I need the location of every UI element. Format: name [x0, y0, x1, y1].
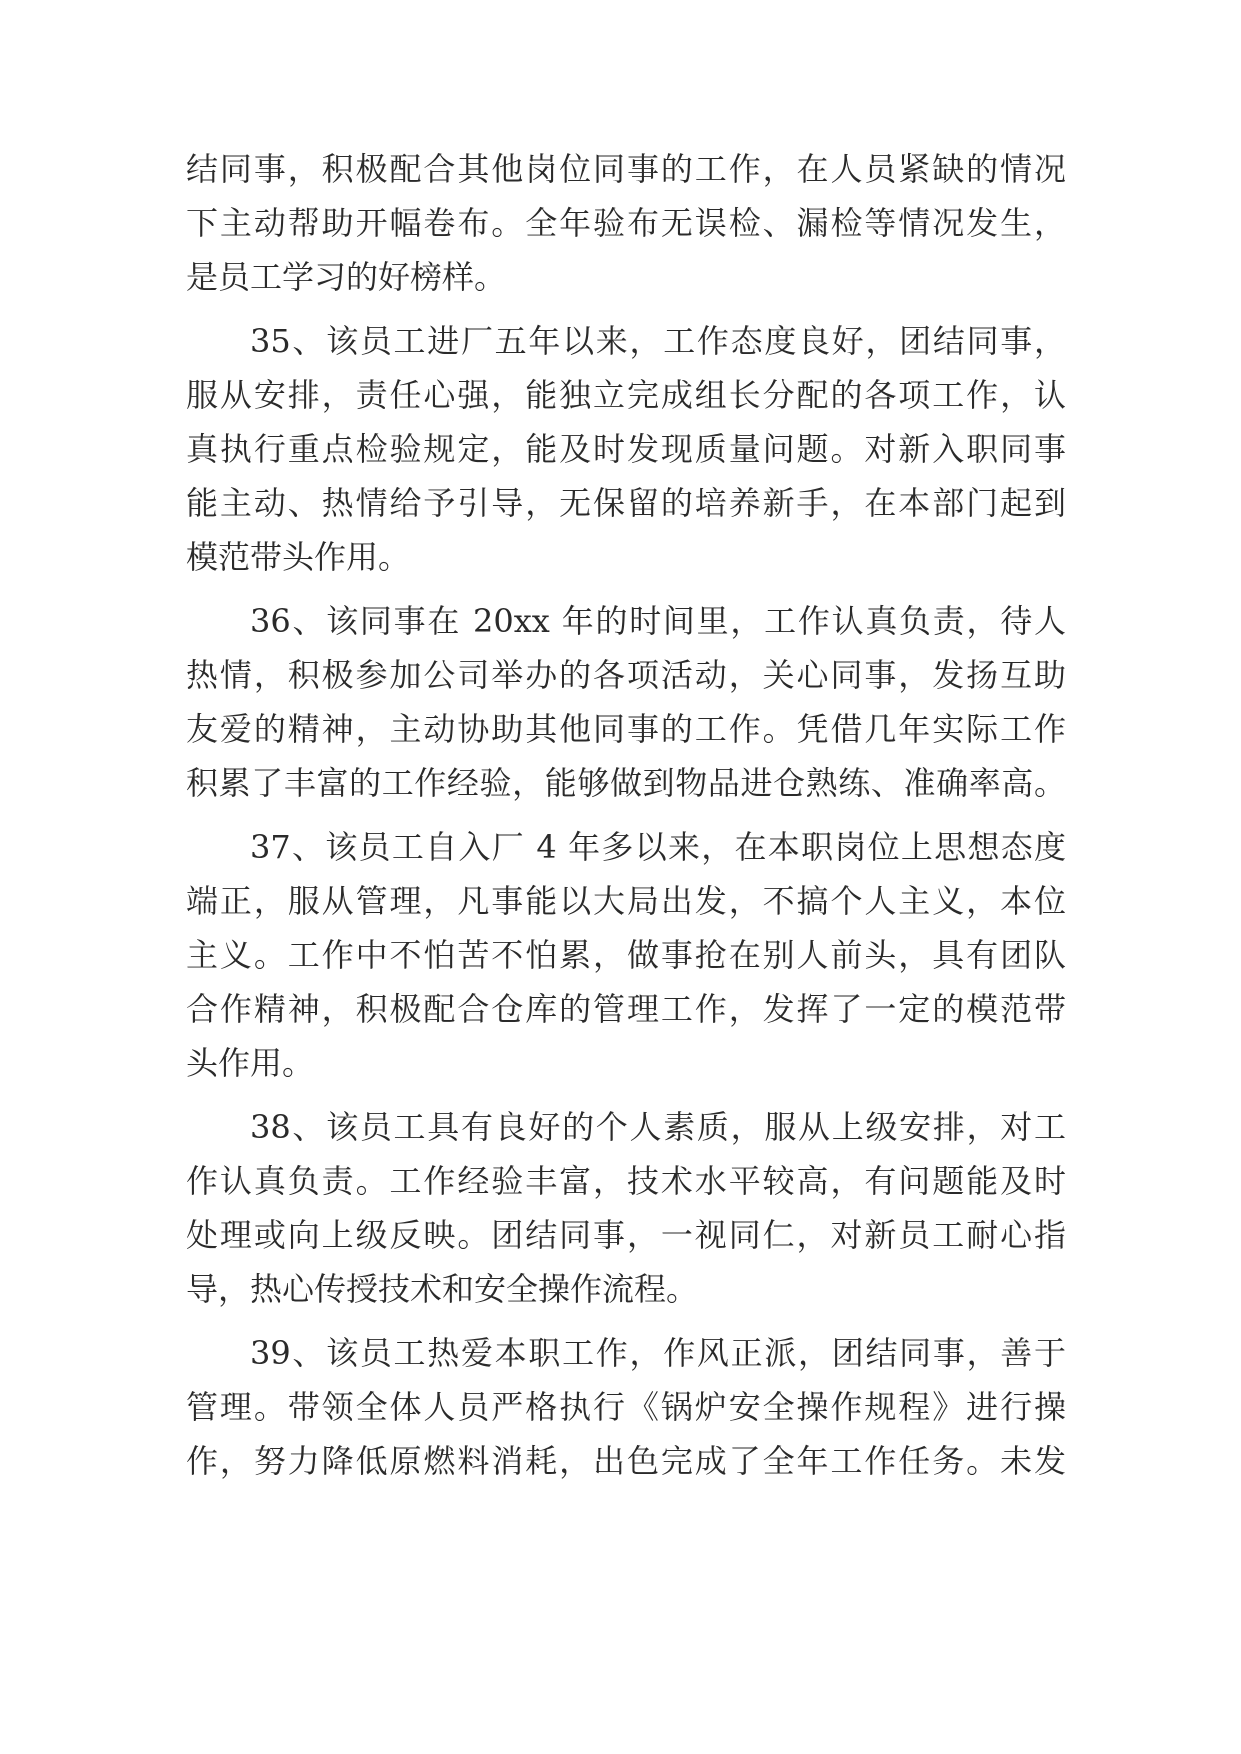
- text-line: 是员工学习的好榜样。: [186, 258, 507, 296]
- text-line: 处理或向上级反映。团结同事，一视同仁，对新员工耐心指: [186, 1216, 1066, 1254]
- paragraph-35-start: 35、该员工进厂五年以来，工作态度良好，团结同事，: [250, 322, 1066, 360]
- text-line: 作认真负责。工作经验丰富，技术水平较高，有问题能及时: [186, 1162, 1066, 1200]
- text-line: 端正，服从管理，凡事能以大局出发，不搞个人主义，本位: [186, 882, 1066, 920]
- text-line: 积累了丰富的工作经验，能够做到物品进仓熟练、准确率高。: [186, 764, 1066, 802]
- text-line: 真执行重点检验规定，能及时发现质量问题。对新入职同事: [186, 430, 1066, 468]
- text-line: 头作用。: [186, 1044, 315, 1082]
- text-line: 导，热心传授技术和安全操作流程。: [186, 1270, 699, 1308]
- text-line: 合作精神，积极配合仓库的管理工作，发挥了一定的模范带: [186, 990, 1066, 1028]
- paragraph-39-start: 39、该员工热爱本职工作，作风正派，团结同事，善于: [250, 1334, 1066, 1372]
- text-line: 热情，积极参加公司举办的各项活动，关心同事，发扬互助: [186, 656, 1066, 694]
- paragraph-37-start: 37、该员工自入厂 4 年多以来，在本职岗位上思想态度: [250, 828, 1066, 866]
- text-line: 管理。带领全体人员严格执行《锅炉安全操作规程》进行操: [186, 1388, 1066, 1426]
- text-line: 友爱的精神，主动协助其他同事的工作。凭借几年实际工作: [186, 710, 1066, 748]
- paragraph-38-start: 38、该员工具有良好的个人素质，服从上级安排，对工: [250, 1108, 1066, 1146]
- text-line: 结同事，积极配合其他岗位同事的工作，在人员紧缺的情况: [186, 150, 1066, 188]
- text-line: 模范带头作用。: [186, 538, 411, 576]
- text-line: 作，努力降低原燃料消耗，出色完成了全年工作任务。未发: [186, 1442, 1066, 1480]
- text-line: 能主动、热情给予引导，无保留的培养新手，在本部门起到: [186, 484, 1066, 522]
- text-line: 下主动帮助开幅卷布。全年验布无误检、漏检等情况发生，: [186, 204, 1066, 242]
- text-line: 主义。工作中不怕苦不怕累，做事抢在别人前头，具有团队: [186, 936, 1066, 974]
- text-line: 服从安排，责任心强，能独立完成组长分配的各项工作，认: [186, 376, 1066, 414]
- paragraph-36-start: 36、该同事在 20xx 年的时间里，工作认真负责，待人: [250, 602, 1066, 640]
